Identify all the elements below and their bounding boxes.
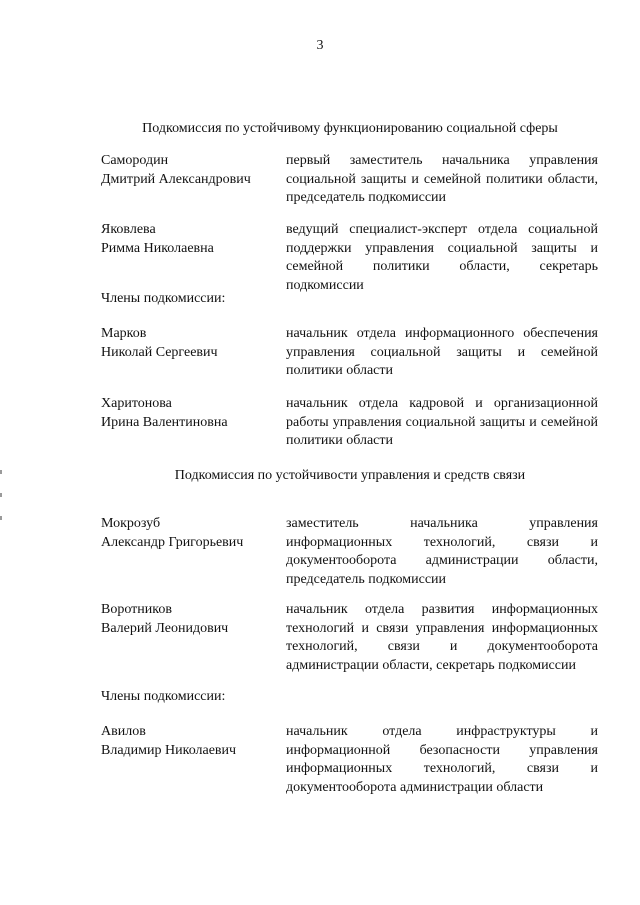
person-given-name: Николай Сергеевич: [101, 344, 218, 360]
person-given-name: Владимир Николаевич: [101, 742, 237, 758]
scan-mark: [0, 516, 2, 520]
person-role: ведущий специалист-эксперт отдела социальной поддержки управления социальной защиты и семейной политики области, секретарь подкомиссии: [286, 222, 598, 293]
scan-mark: [0, 470, 2, 474]
section-title-social: Подкомиссия по устойчивому функционированию социальной сферы: [142, 121, 558, 136]
person-name: [101, 325, 218, 362]
person-role: начальник отдела инфраструктуры и информационной безопасности управления информационных технологий, связи и документооборота администрации области: [286, 724, 598, 795]
person-role: начальник отдела развития информационных технологий и связи управления информационных технологий, связи и документооборота администрации области, секретарь подкомиссии: [286, 602, 598, 673]
person-given-name: Александр Григорьевич: [101, 534, 244, 550]
person-surname: Воротников: [101, 602, 172, 617]
person-role: заместитель начальника управления информационных технологий, связи и документооборота администрации области, председатель подкомиссии: [286, 516, 598, 587]
person-given-name: Римма Николаевна: [101, 240, 214, 256]
person-given-name: Валерий Леонидович: [101, 620, 229, 636]
person-surname: Самородин: [101, 153, 169, 168]
person-given-name: Ирина Валентиновна: [101, 414, 228, 430]
section-title-communications: Подкомиссия по устойчивости управления и средств связи: [174, 468, 526, 483]
person-surname: Авилов: [101, 724, 146, 739]
person-role: начальник отдела информационного обеспечения управления социальной защиты и семейной политики области: [286, 326, 598, 378]
person-name: [101, 221, 214, 258]
person-role: первый заместитель начальника управления социальной защиты и семейной политики области, председатель подкомиссии: [286, 153, 598, 205]
page-number: 3: [316, 38, 324, 53]
members-label: Члены подкомиссии:: [101, 689, 226, 704]
person-role: начальник отдела кадровой и организационной работы управления социальной защиты и семейной политики области: [286, 396, 598, 448]
person-given-name: Дмитрий Александрович: [101, 171, 251, 187]
person-name: [101, 601, 228, 638]
person-surname: Харитонова: [101, 396, 172, 411]
person-surname: Яковлева: [101, 222, 156, 237]
person-surname: Мокрозуб: [101, 516, 161, 531]
person-name: [101, 723, 236, 760]
scan-mark: [0, 493, 2, 497]
person-surname: Марков: [101, 326, 147, 341]
person-name: [101, 152, 251, 189]
person-name: [101, 515, 243, 552]
members-label: Члены подкомиссии:: [101, 291, 226, 306]
person-name: [101, 395, 228, 432]
